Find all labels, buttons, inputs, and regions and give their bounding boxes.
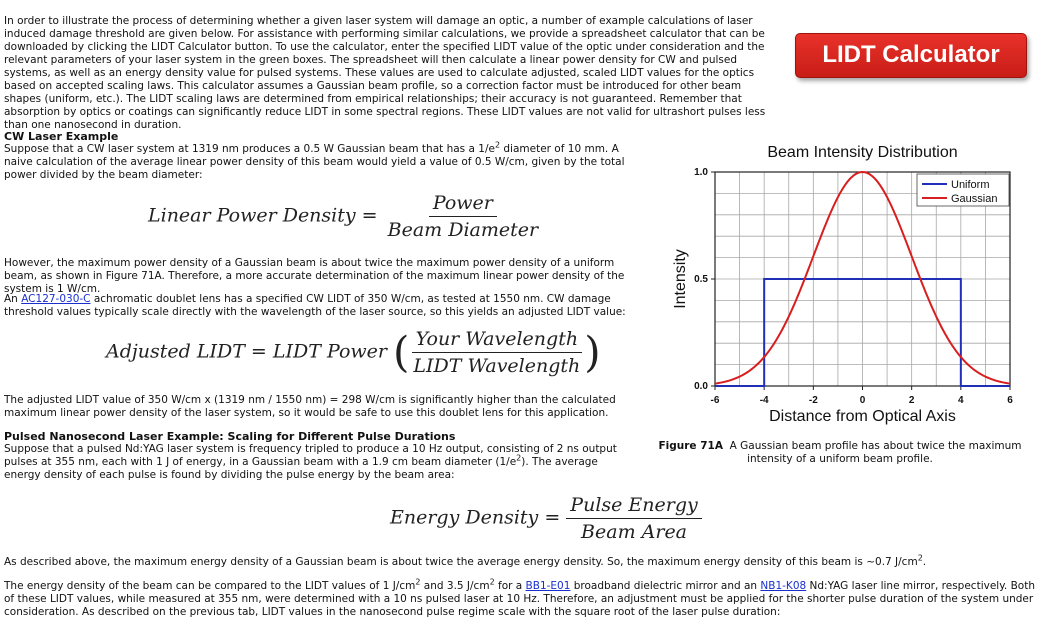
legend-label-uniform: Uniform [951,179,990,191]
eq3-denominator: Beam Area [581,521,688,543]
pulsed-paragraph-3: The energy density of the beam can be compared to the LIDT values of 1 $J/cm^2$ and 3.5 $J/cm^2$ for a BB1-E01 broadband dielectric mirror and an NB1-K08 Nd:YAG laser line mirror, respectively. Both of these LIDT values, while measured at 355 nm, were determined with a 10 ns pulsed laser at 10 Hz. Therefore, an adjustment must be applied for the shorter pulse duration of the system under consideration. As described on the previous tab, LIDT values in the nanosecond pulse regime scale with the square root of the laser pulse duration: [4,577,1035,618]
y-tick-label: 1.0 [694,167,708,178]
x-tick-label: 6 [1007,395,1013,406]
ac127-030-c-link[interactable]: AC127-030-C [21,293,91,305]
x-tick-label: 4 [958,395,964,406]
eq2-lhs: Adjusted LIDT = LIDT Power [106,340,387,363]
figure-caption-text: A Gaussian beam profile has about twice the maximum intensity of a uniform beam profile. [729,440,1022,465]
eq3-numerator: Pulse Energy [566,494,701,519]
cw-paragraph-2: However, the maximum power density of a Gaussian beam is about twice the maximum power density of a uniform beam, as shown in Figure 71A. Therefore, a more accurate determination of the maximum linear power density of the system is 1 W/cm. [4,257,625,295]
beam-intensity-chart [660,136,1040,428]
adjusted-lidt-equation: Adjusted LIDT = LIDT Power ( $\frac{\text{Your Wavelength}}{\text{LIDT Wavelength}}$ ) [106,327,601,377]
x-tick-label: -4 [759,395,769,406]
eq1-numerator: Power [429,192,497,217]
eq1-denominator: Beam Diameter [387,219,539,241]
legend-label-gaussian: Gaussian [951,193,998,205]
x-tick-label: 2 [908,395,915,406]
pulsed-paragraph-2: As described above, the maximum energy density of a Gaussian beam is about twice the average energy density. So, the maximum energy density of this beam is ~0.7 $J/cm^2$. [4,553,927,568]
eq1-lhs: Linear Power Density = [148,204,378,227]
figure-caption [648,440,1032,466]
energy-density-equation [390,494,702,543]
linear-power-density-equation [148,192,542,241]
chart-title: Beam Intensity Distribution [767,144,958,161]
x-axis-label: Distance from Optical Axis [769,408,956,425]
nb1-k08-link[interactable]: NB1-K08 [760,580,807,592]
figure-label: Figure 71A [658,440,723,452]
cw-paragraph-1: Suppose that a CW laser system at 1319 nm produces a 0.5 W Gaussian beam that has a $1/e^2$ diameter of 10 mm. A naive calculation of the average linear power density of this beam would yield a value of 0.5 W/cm, given by the total power divided by the beam diameter: [4,140,625,181]
cw-section [4,130,636,182]
intro-paragraph: In order to illustrate the process of determining whether a given laser system will damage an optic, a number of example calculations of laser induced damage threshold are given below. For assistance with performing similar calculations, we provide a spreadsheet calculator that can be downloaded by clicking the LIDT Calculator button. To use the calculator, enter the specified LIDT value of the optic under consideration and the relevant parameters of your laser system in the green boxes. The spreadsheet will then calculate a linear power density for CW and pulsed systems, as well as an energy density value for pulsed systems. These values are used to calculate adjusted, scaled LIDT values for the optics based on accepted scaling laws. This calculator assumes a Gaussian beam profile, so a correction factor must be introduced for other beam shapes (uniform, etc.). The LIDT scaling laws are determined from empirical relationships; their accuracy is not guaranteed. Remember that absorption by optics or coatings can significantly reduce LIDT in some spectral regions. These LIDT values are not valid for ultrashort pulses less than one nanosecond in duration. [4,15,766,131]
y-tick-label: 0.0 [694,381,708,392]
x-tick-label: 0 [859,395,866,406]
cw-heading: CW Laser Example [4,130,119,143]
y-tick-label: 0.5 [694,274,708,285]
eq2-numerator: Your Wavelength [412,328,582,353]
eq2-denominator: LIDT Wavelength [413,355,581,377]
pulsed-heading: Pulsed Nanosecond Laser Example: Scaling for Different Pulse Durations [4,430,456,443]
x-tick-label: -2 [808,395,818,406]
bb1-e01-link[interactable]: BB1-E01 [525,580,571,592]
lidt-calculator-button[interactable]: LIDT Calculator [795,33,1027,78]
pulsed-paragraph-1: Suppose that a pulsed Nd:YAG laser system is frequency tripled to produce a 10 Hz output, consisting of 2 ns output pulses at 355 nm, each with 1 J of energy, in a Gaussian beam with a 1.9 cm beam diameter $(1/e^2)$. The average energy density of each pulse is found by dividing the pulse energy by the beam area: [4,443,617,481]
cw-paragraph-4: The adjusted LIDT value of 350 W/cm x (1319 nm / 1550 nm) = 298 W/cm is significantly higher than the calculated maximum linear power density of the laser system, so it would be safe to use this doublet lens for this application. [4,394,616,419]
eq3-lhs: Energy Density = [390,506,561,529]
y-axis-label: Intensity [672,249,689,309]
pulsed-section [4,430,636,482]
cw-paragraph-3: An AC127-030-C achromatic doublet lens has a specified CW LIDT of 350 W/cm, as tested at 1550 nm. CW damage threshold values typically scale directly with the wavelength of the laser source, so this yields an adjusted LIDT value: [4,293,626,318]
x-tick-label: -6 [710,395,720,406]
